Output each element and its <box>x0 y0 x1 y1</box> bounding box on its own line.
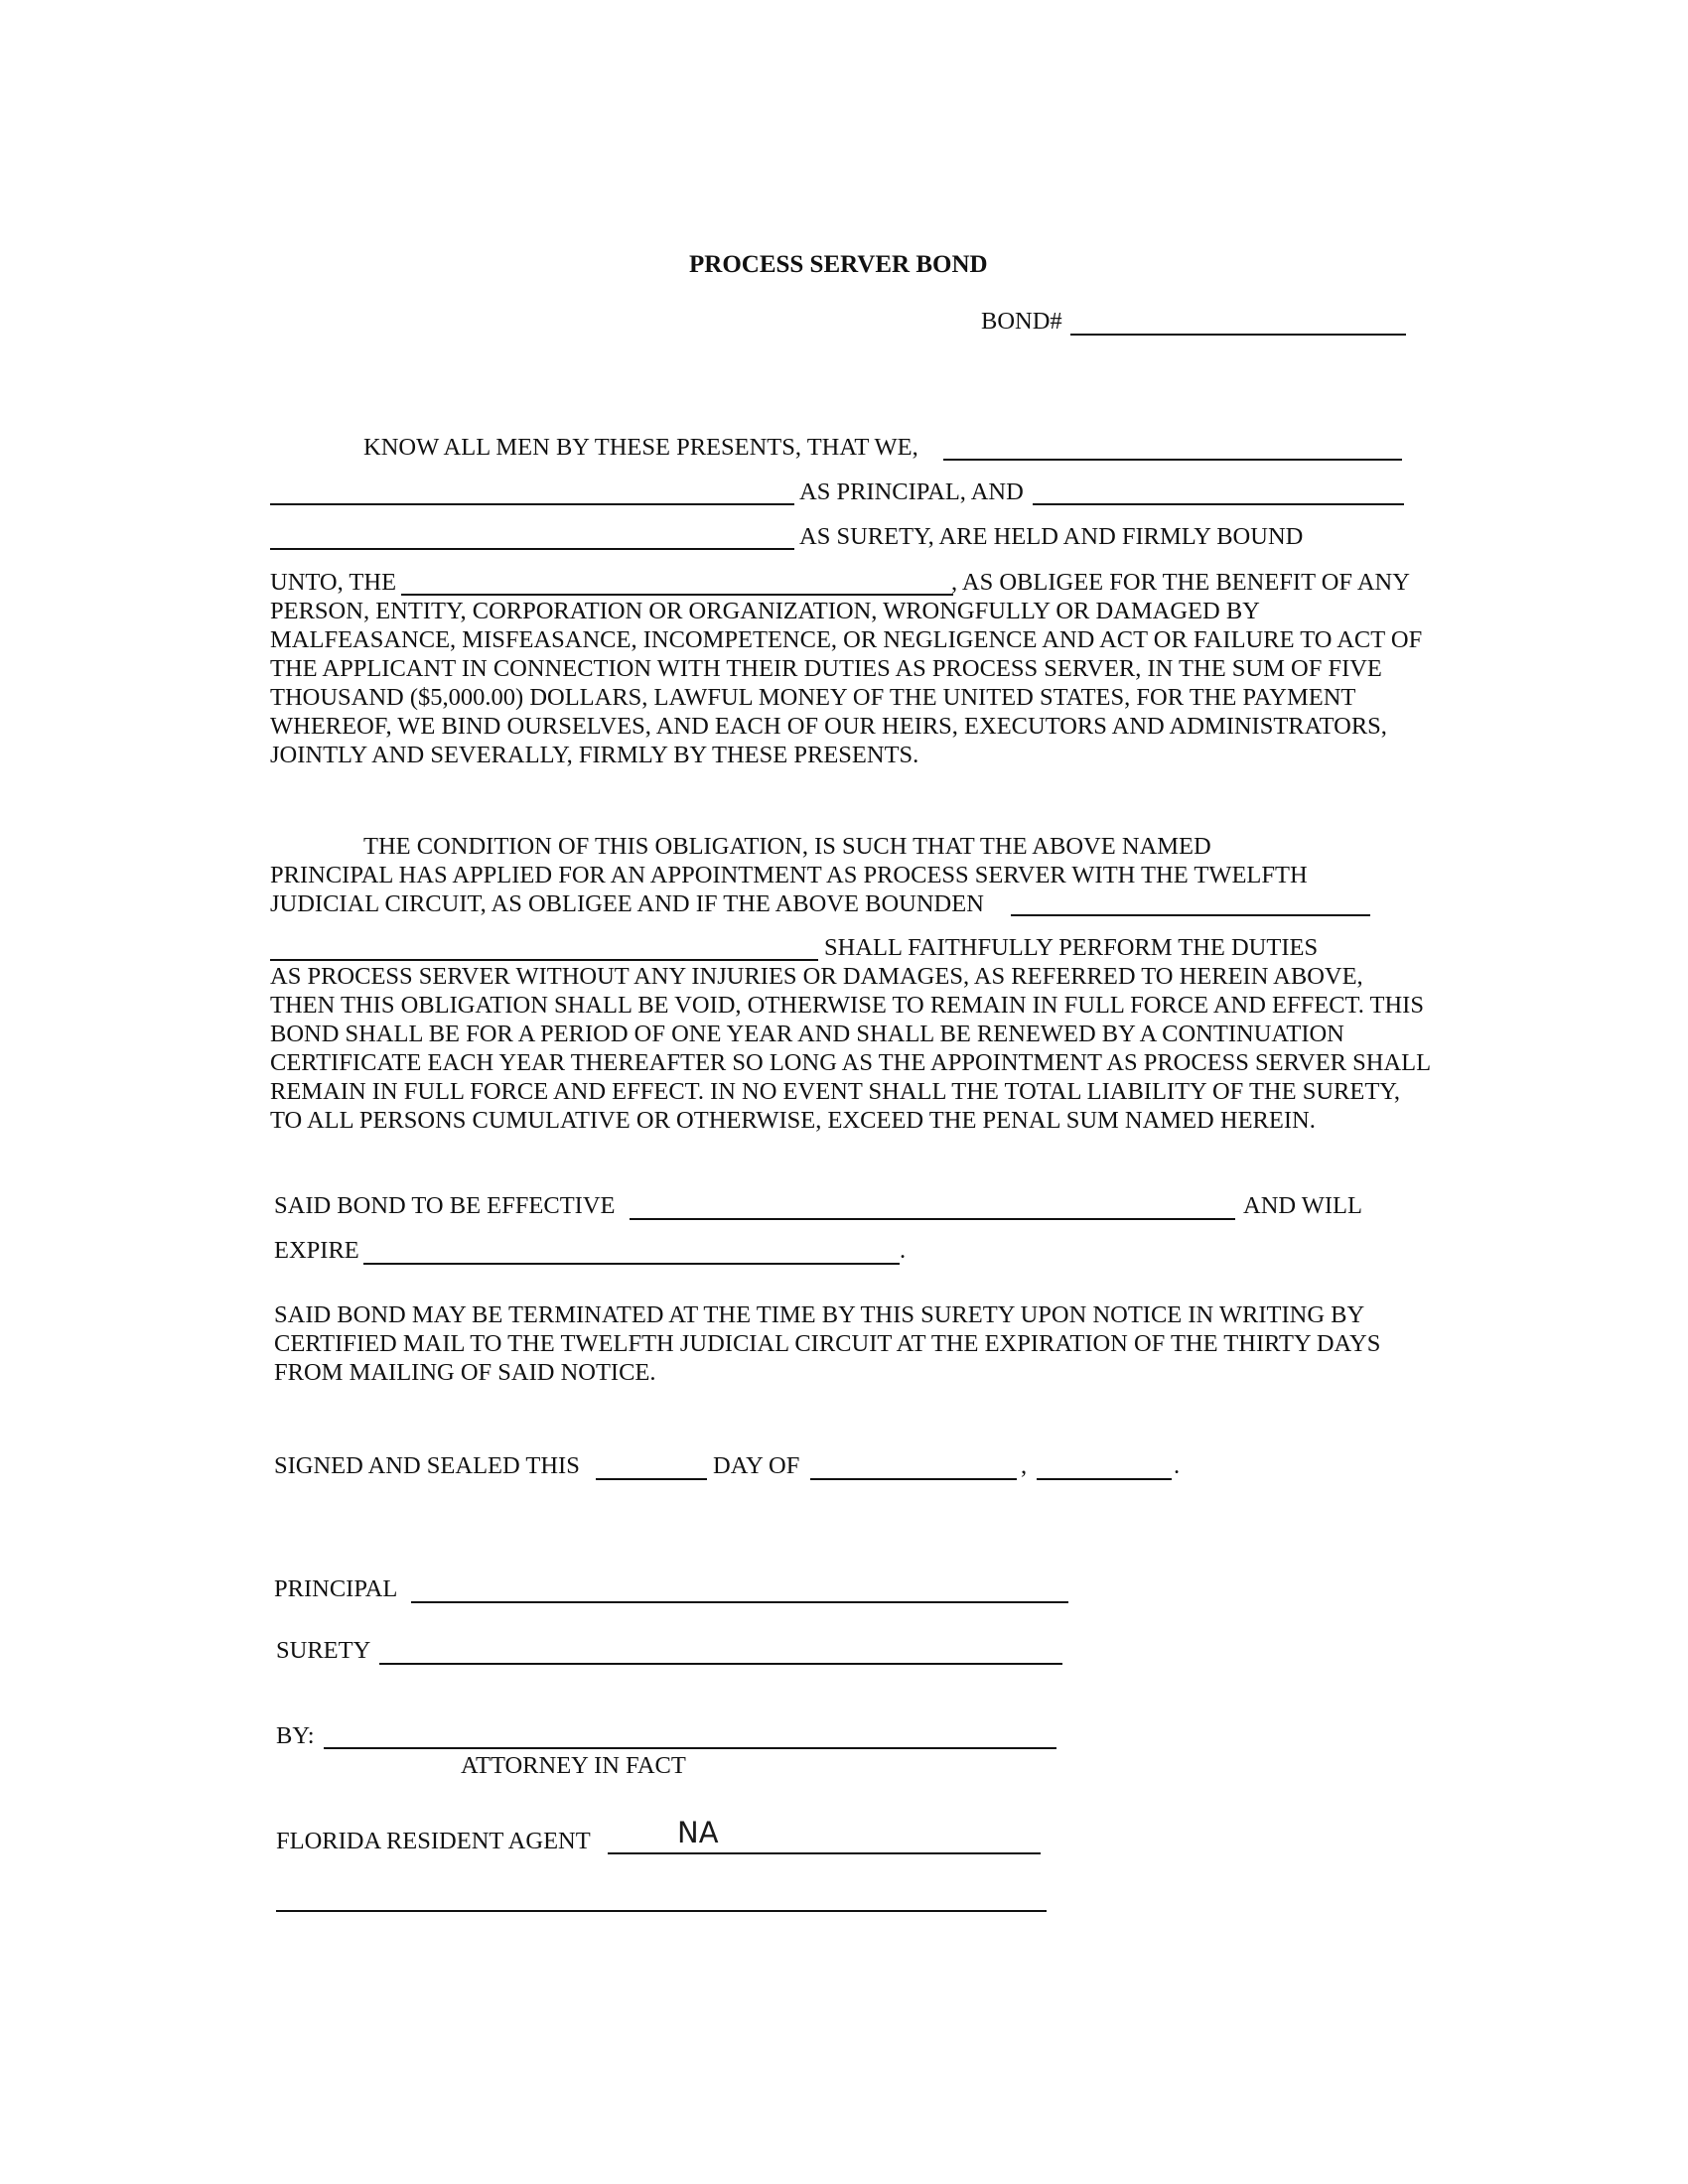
duties-paragraph: AS PROCESS SERVER WITHOUT ANY INJURIES OR DAMAGES, AS REFERRED TO HEREIN ABOVE, THEN THIS OBLIGATION SHALL BE VOID, OTHERWISE TO REMAIN IN FULL FORCE AND EFFECT. THIS BOND SHALL BE FOR A PERIOD OF ONE YEAR AND SHALL BE RENEWED BY A CONTINUATION CERTIFICATE EACH YEAR THEREAFTER SO LONG AS THE APPOINTMENT AS PROCESS SERVER SHALL REMAIN IN FULL FORCE AND EFFECT. IN NO EVENT SHALL THE TOTAL LIABILITY OF THE SURETY, TO ALL PERSONS CUMULATIVE OR OTHERWISE, EXCEED THE PENAL SUM NAMED HEREIN. <box>270 963 1431 1134</box>
shall-faithfully-text: SHALL FAITHFULLY PERFORM THE DUTIES <box>824 934 1319 961</box>
expire-label: EXPIRE <box>274 1237 359 1264</box>
page-title: PROCESS SERVER BOND <box>689 251 988 278</box>
signed-month-field[interactable] <box>810 1478 1017 1480</box>
principal-name-field-2[interactable] <box>270 503 794 505</box>
obligation-paragraph: PERSON, ENTITY, CORPORATION OR ORGANIZATION, WRONGFULLY OR DAMAGED BY MALFEASANCE, MISFEASANCE, INCOMPETENCE, OR NEGLIGENCE AND ACT OR FAILURE TO ACT OF THE APPLICANT IN CONNECTION WITH THEIR DUTIES AS PROCESS SERVER, IN THE SUM OF FIVE THOUSAND ($5,000.00) DOLLARS, LAWFUL MONEY OF THE UNITED STATES, FOR THE PAYMENT WHEREOF, WE BIND OURSELVES, AND EACH OF OUR HEIRS, EXECUTORS AND ADMINISTRATORS, JOINTLY AND SEVERALLY, FIRMLY BY THESE PRESENTS. <box>270 598 1423 768</box>
principal-signature-field[interactable] <box>411 1601 1068 1603</box>
day-of-text: DAY OF <box>713 1452 800 1479</box>
florida-agent-field[interactable] <box>608 1852 1041 1854</box>
attorney-signature-field[interactable] <box>324 1747 1056 1749</box>
effective-label: SAID BOND TO BE EFFECTIVE <box>274 1192 616 1219</box>
bounden-name-field-1[interactable] <box>1011 914 1370 916</box>
obligee-tail-text: , AS OBLIGEE FOR THE BENEFIT OF ANY <box>951 569 1410 596</box>
signed-day-field[interactable] <box>596 1478 707 1480</box>
date-comma: , <box>1021 1452 1028 1479</box>
surety-signature-field[interactable] <box>379 1663 1062 1665</box>
obligee-name-field[interactable] <box>401 594 953 596</box>
signed-sealed-text: SIGNED AND SEALED THIS <box>274 1452 580 1479</box>
date-period: . <box>1174 1452 1181 1479</box>
expire-period: . <box>900 1237 907 1264</box>
as-principal-and-text: AS PRINCIPAL, AND <box>799 478 1024 505</box>
surety-label: SURETY <box>276 1637 371 1664</box>
condition-line-1: THE CONDITION OF THIS OBLIGATION, IS SUCH THAT THE ABOVE NAMED <box>363 833 1211 860</box>
condition-line-2: PRINCIPAL HAS APPLIED FOR AN APPOINTMENT AS PROCESS SERVER WITH THE TWELFTH <box>270 862 1308 888</box>
surety-name-field-2[interactable] <box>270 548 794 550</box>
know-all-men-text: KNOW ALL MEN BY THESE PRESENTS, THAT WE, <box>363 434 918 461</box>
bond-number-label: BOND# <box>981 308 1062 335</box>
condition-line-3: JUDICIAL CIRCUIT, AS OBLIGEE AND IF THE ABOVE BOUNDEN <box>270 890 984 917</box>
attorney-in-fact-caption: ATTORNEY IN FACT <box>461 1752 686 1779</box>
unto-the-text: UNTO, THE <box>270 569 397 596</box>
expire-date-field[interactable] <box>363 1263 900 1265</box>
by-label: BY: <box>276 1722 315 1749</box>
principal-name-field-1[interactable] <box>943 459 1402 461</box>
surety-name-field-1[interactable] <box>1033 503 1404 505</box>
florida-agent-field-2[interactable] <box>276 1910 1047 1912</box>
effective-date-field[interactable] <box>630 1218 1235 1220</box>
and-will-text: AND WILL <box>1243 1192 1362 1219</box>
as-surety-text: AS SURETY, ARE HELD AND FIRMLY BOUND <box>799 523 1304 550</box>
florida-agent-label: FLORIDA RESIDENT AGENT <box>276 1828 591 1854</box>
bounden-name-field-2[interactable] <box>270 959 818 961</box>
signed-year-field[interactable] <box>1037 1478 1172 1480</box>
principal-label: PRINCIPAL <box>274 1575 398 1602</box>
bond-number-field[interactable] <box>1070 334 1406 336</box>
florida-agent-value: NA <box>677 1816 719 1849</box>
termination-paragraph: SAID BOND MAY BE TERMINATED AT THE TIME BY THIS SURETY UPON NOTICE IN WRITING BY CERTIFIED MAIL TO THE TWELFTH JUDICIAL CIRCUIT AT THE EXPIRATION OF THE THIRTY DAYS FROM MAILING OF SAID NOTICE. <box>274 1301 1381 1386</box>
